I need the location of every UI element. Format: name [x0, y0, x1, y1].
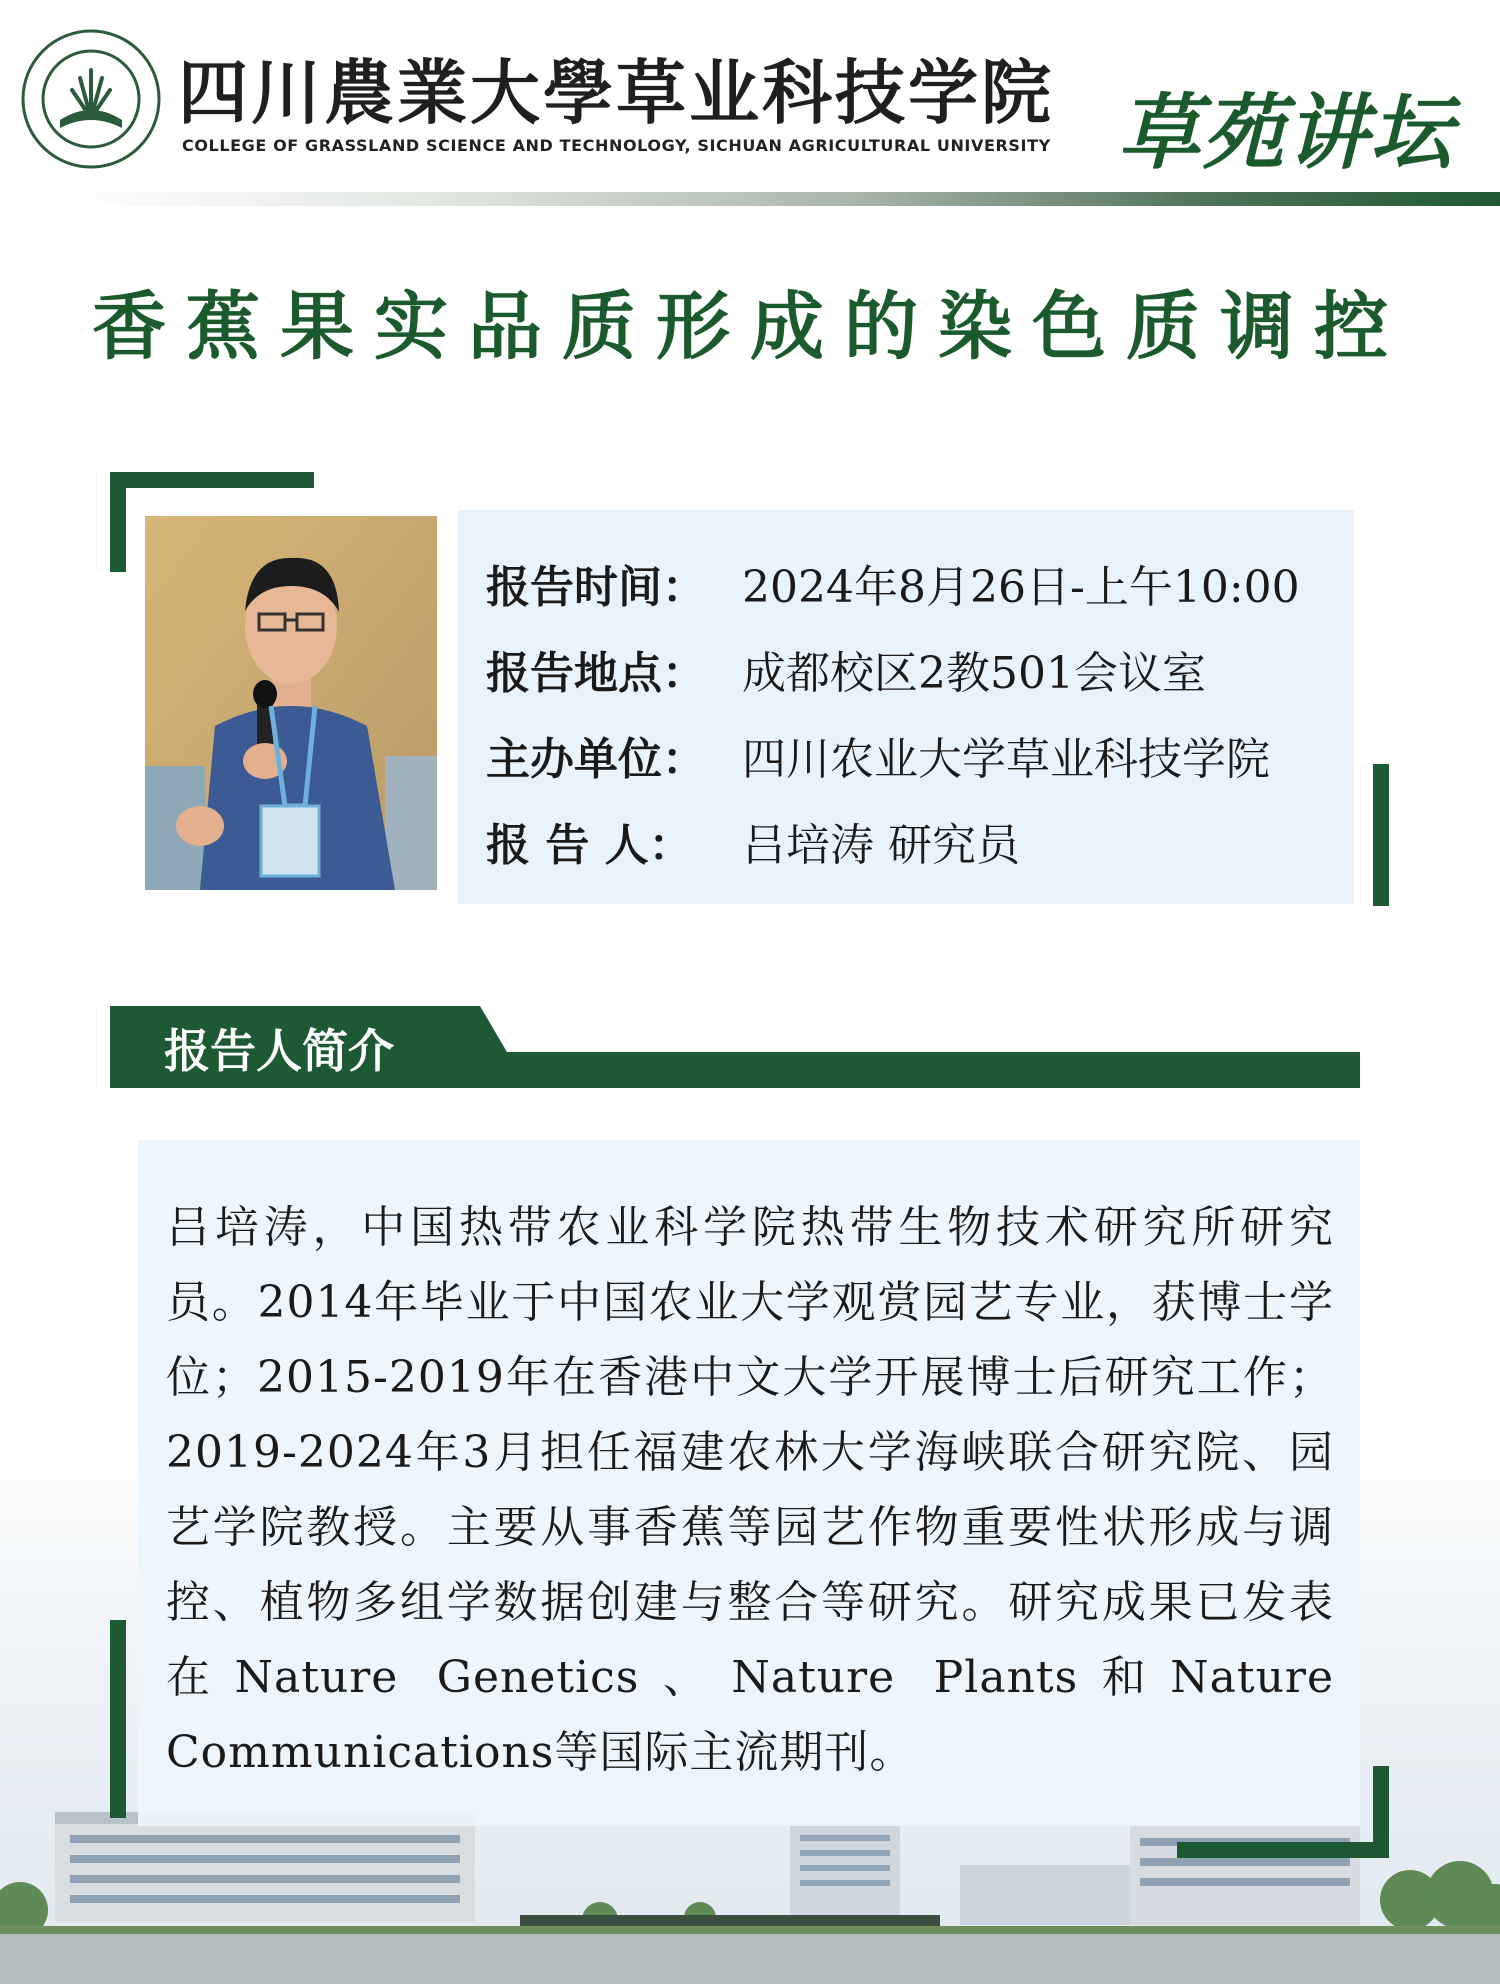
corner-bracket — [110, 1620, 126, 1818]
speaker-bio: 吕培涛，中国热带农业科学院热带生物技术研究所研究员。2014年毕业于中国农业大学观赏园艺专业，获博士学位；2015-2019年在香港中文大学开展博士后研究工作；2019-2024年3月担任福建农林大学海峡联合研究院、园艺学院教授。主要从事香蕉等园艺作物重要性状形成与调控、植物多组学数据创建与整合等研究。研究成果已发表在Nature Genetics、Nature Plants和Nature Communications等国际主流期刊。 — [166, 1202, 1334, 1778]
time-value: 2024年8月26日-上午10:00 — [742, 562, 1300, 613]
info-row-speaker — [486, 816, 1020, 876]
lecture-title: 香蕉果实品质形成的染色质调控 — [92, 284, 1408, 370]
place-label: 报告地点： — [486, 648, 706, 699]
corner-bracket — [1177, 1842, 1389, 1858]
host-label: 主办单位： — [486, 734, 706, 785]
speaker-value: 吕培涛 研究员 — [742, 820, 1020, 871]
corner-bracket — [1373, 764, 1389, 906]
place-value: 成都校区2教501会议室 — [742, 648, 1206, 699]
time-label: 报告时间： — [486, 562, 706, 613]
speaker-photo — [145, 516, 437, 890]
speaker-label: 报 告 人： — [486, 820, 693, 871]
header-divider — [60, 192, 1500, 206]
forum-name: 草苑讲坛 — [1118, 86, 1454, 181]
college-logo-icon — [20, 28, 162, 170]
corner-bracket — [110, 472, 314, 488]
host-value: 四川农业大学草业科技学院 — [742, 734, 1270, 785]
info-row-place — [486, 644, 1206, 704]
university-name-english: COLLEGE OF GRASSLAND SCIENCE AND TECHNOLOGY, SICHUAN AGRICULTURAL UNIVERSITY — [182, 136, 1051, 155]
corner-bracket — [110, 472, 126, 572]
info-row-time — [486, 558, 1300, 618]
section-title: 报告人简介 — [164, 1024, 394, 1078]
info-row-host — [486, 730, 1270, 790]
university-name: 四川農業大學草业科技学院 — [178, 51, 1054, 134]
